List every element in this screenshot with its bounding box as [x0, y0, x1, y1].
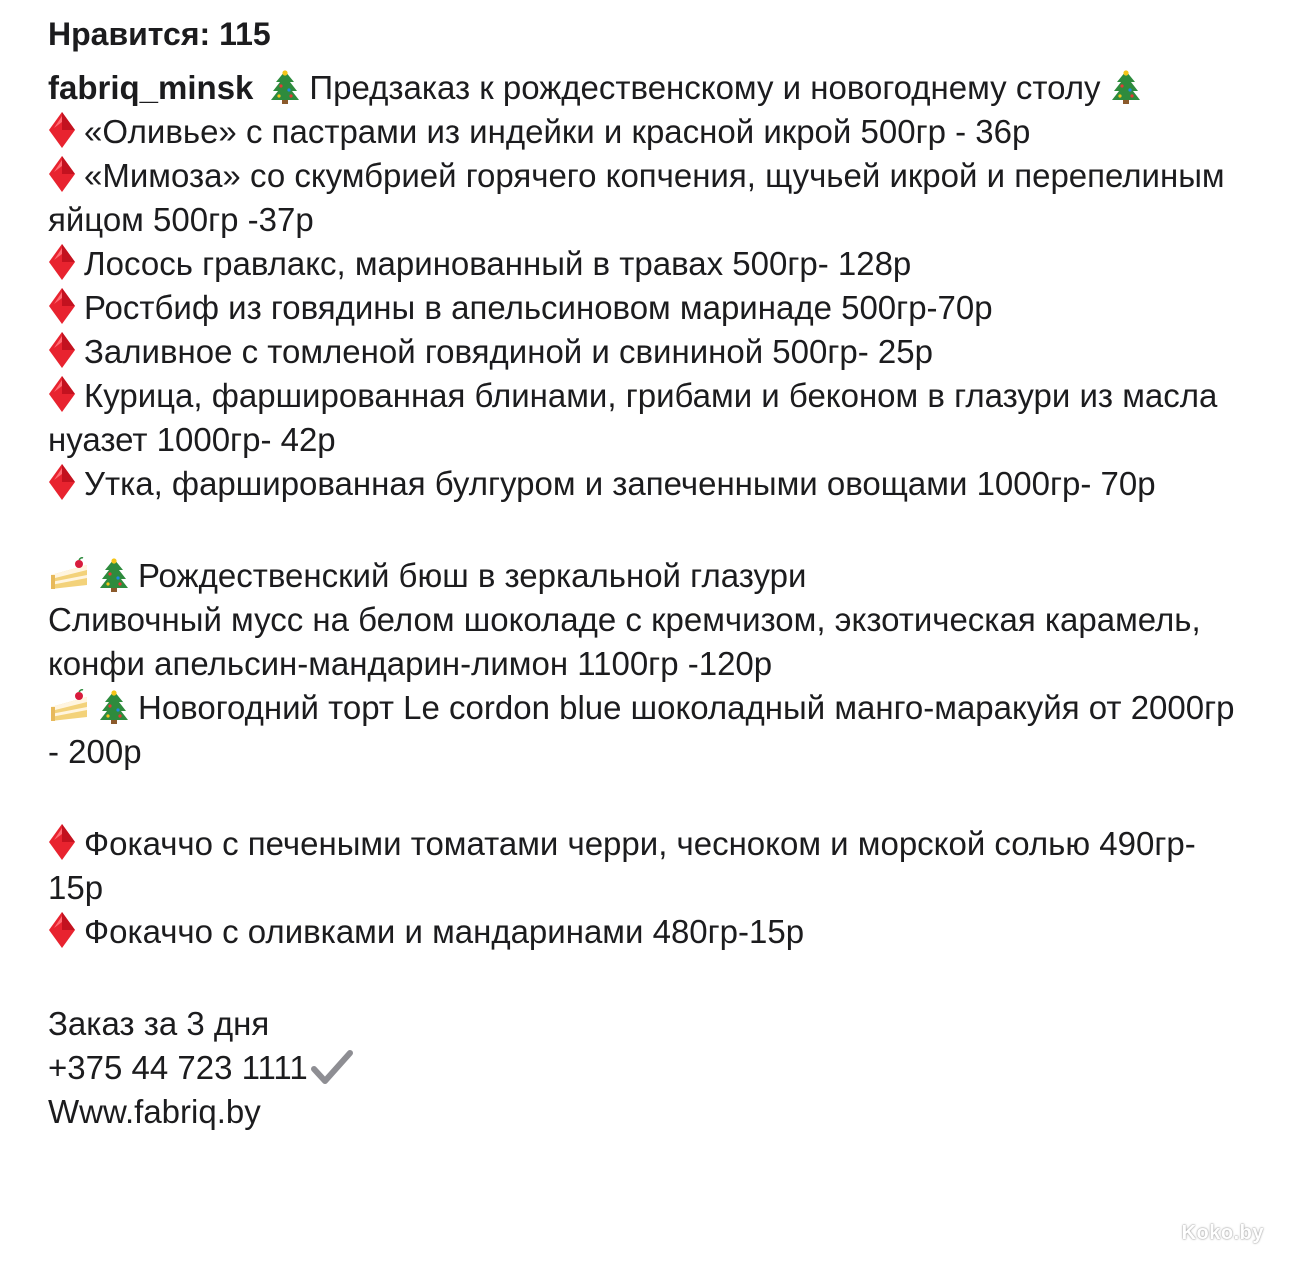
- cake-icon: [48, 557, 90, 593]
- instagram-post-caption: [48, 14, 1248, 1134]
- paragraph-gap: [48, 954, 1248, 1002]
- order-note: Заказ за 3 дня: [48, 1005, 270, 1042]
- menu-item-text: «Мимоза» со скумбрией горячего копчения, щучьей икрой и перепелиным яйцом 500гр -37р: [48, 157, 1225, 238]
- bread-item: [48, 910, 1248, 954]
- menu-item-text: Лосось гравлакс, маринованный в травах 500гр- 128р: [84, 245, 912, 282]
- red-diamond-icon: [48, 823, 76, 861]
- bread-item-text: Фокаччо с печеными томатами черри, чесноком и морской солью 490гр- 15р: [48, 825, 1196, 906]
- dessert-description: Сливочный мусс на белом шоколаде с кремчизом, экзотическая карамель, конфи апельсин-мандарин-лимон 1100гр -120р: [48, 601, 1201, 682]
- caption-text: [48, 66, 1248, 1134]
- likes-count[interactable]: Нравится: 115: [48, 16, 271, 52]
- bread-item-text: Фокаччо с оливками и мандаринами 480гр-15р: [84, 913, 805, 950]
- dessert-title: Рождественский бюш в зеркальной глазури: [138, 557, 807, 594]
- red-diamond-icon: [48, 111, 76, 149]
- menu-item: [48, 242, 1248, 286]
- red-diamond-icon: [48, 243, 76, 281]
- watermark: Koko.by: [1181, 1222, 1264, 1244]
- menu-item: [48, 374, 1248, 462]
- red-diamond-icon: [48, 155, 76, 193]
- red-diamond-icon: [48, 287, 76, 325]
- website-link[interactable]: Www.fabriq.by: [48, 1093, 261, 1130]
- caption-intro: [48, 66, 1248, 110]
- menu-item-text: «Оливье» с пастрами из индейки и красной икрой 500гр - 36р: [84, 113, 1031, 150]
- cake-icon: [48, 689, 90, 725]
- dessert-item: [48, 686, 1248, 774]
- dessert-title: Новогодний торт Le cordon blue шоколадный манго-маракуйя от 2000гр - 200р: [48, 689, 1235, 770]
- check-mark-icon: [310, 1049, 354, 1087]
- paragraph-gap: [48, 774, 1248, 822]
- dessert-item: [48, 554, 1248, 598]
- menu-item: [48, 286, 1248, 330]
- christmas-tree-icon: [267, 69, 303, 105]
- menu-item: [48, 330, 1248, 374]
- menu-item-text: Утка, фаршированная булгуром и запеченными овощами 1000гр- 70р: [84, 465, 1156, 502]
- menu-item-text: Ростбиф из говядины в апельсиновом маринаде 500гр-70р: [84, 289, 993, 326]
- bread-item: [48, 822, 1248, 910]
- christmas-tree-icon: [96, 557, 132, 593]
- intro-text: Предзаказ к рождественскому и новогоднему столу: [309, 69, 1101, 106]
- christmas-tree-icon: [96, 689, 132, 725]
- red-diamond-icon: [48, 911, 76, 949]
- menu-item-text: Курица, фаршированная блинами, грибами и беконом в глазури из масла нуазет 1000гр- 42р: [48, 377, 1218, 458]
- red-diamond-icon: [48, 375, 76, 413]
- menu-item: [48, 154, 1248, 242]
- menu-item: [48, 110, 1248, 154]
- username-link[interactable]: fabriq_minsk: [48, 69, 254, 106]
- red-diamond-icon: [48, 463, 76, 501]
- paragraph-gap: [48, 506, 1248, 554]
- menu-item: [48, 462, 1248, 506]
- menu-item-text: Заливное с томленой говядиной и свининой 500гр- 25р: [84, 333, 933, 370]
- red-diamond-icon: [48, 331, 76, 369]
- christmas-tree-icon: [1108, 69, 1144, 105]
- phone-line: [48, 1046, 1248, 1090]
- phone-number[interactable]: +375 44 723 1111: [48, 1049, 308, 1086]
